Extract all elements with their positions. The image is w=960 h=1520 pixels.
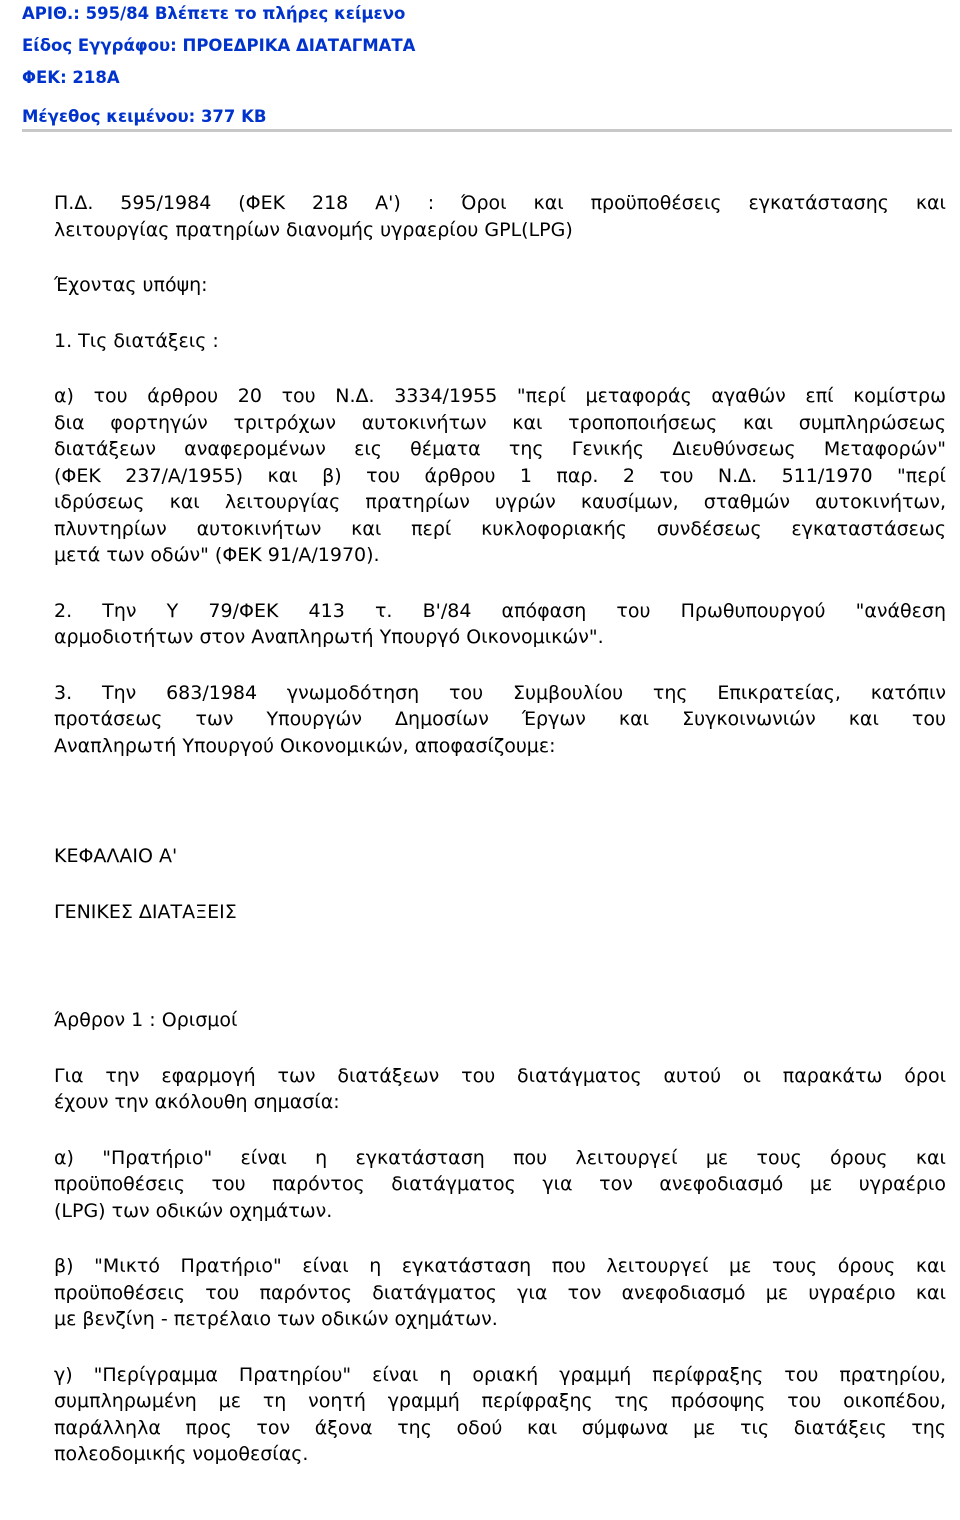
- provision-item-3: 3. Την 683/1984 γνωμοδότηση του Συμβουλίου της Επικρατείας, κατόπιν προτάσεως των Υπουργών Δημοσίων Έργων και Συγκοινωνιών και του Αναπληρωτή Υπουργού Οικονομικών, αποφασίζουμε:: [54, 681, 946, 757]
- document-body: [54, 190, 946, 1468]
- document-type: Είδος Εγγράφου: ΠΡΟΕΔΡΙΚΑ ΔΙΑΤΑΓΜΑΤΑ: [22, 36, 416, 55]
- document-header: [22, 0, 952, 133]
- provision-item-2: 2. Την Υ 79/ΦΕΚ 413 τ. Β'/84 απόφαση του Πρωθυπουργού "ανάθεση αρμοδιοτήτων στον Αναπληρωτή Υπουργό Οικονομικών".: [54, 599, 946, 648]
- gazette-issue: ΦΕΚ: 218Α: [22, 68, 120, 87]
- chapter-title: ΓΕΝΙΚΕΣ ΔΙΑΤΑΞΕΙΣ: [54, 900, 237, 923]
- article-intro: Για την εφαρμογή των διατάξεων του διατάγματος αυτού οι παρακάτω όροι έχουν την ακόλουθη σημασία:: [54, 1064, 946, 1113]
- article-heading: Άρθρον 1 : Ορισμοί: [54, 1009, 238, 1031]
- text-size: Μέγεθος κειμένου: 377 KB: [22, 107, 267, 126]
- definition-a: α) "Πρατήριο" είναι η εγκατάσταση που λειτουργεί με τους όρους και προϋποθέσεις του παρόντος διατάγματος για τον ανεφοδιασμό με υγραέριο (LPG) των οδικών οχημάτων.: [54, 1146, 946, 1222]
- provision-item-1: 1. Τις διατάξεις :: [54, 329, 219, 352]
- considering-heading: Έχοντας υπόψη:: [54, 274, 208, 296]
- decree-title: Π.Δ. 595/1984 (ΦΕΚ 218 Α') : Όροι και προϋποθέσεις εγκατάστασης και λειτουργίας πρατηρίων διανομής υγραερίου GPL(LPG): [54, 192, 946, 241]
- definition-b: β) "Μικτό Πρατήριο" είναι η εγκατάσταση που λειτουργεί με τους όρους και προϋποθέσεις του παρόντος διατάγματος για τον ανεφοδιασμό με υγραέριο και με βενζίνη - πετρέλαιο των οδικών οχημάτων.: [54, 1255, 946, 1330]
- chapter-heading: ΚΕΦΑΛΑΙΟ Α': [54, 845, 178, 867]
- header-divider: [22, 129, 952, 132]
- definition-c: γ) "Περίγραμμα Πρατηρίου" είναι η οριακή γραμμή περίφραξης του πρατηρίου, συμπληρωμένη με τη νοητή γραμμή περίφραξης της πρόσοψης του οικοπέδου, παράλληλα προς τον άξονα της οδού και σύμφωνα με τις διατάξεις της πολεοδομικής νομοθεσίας.: [54, 1363, 946, 1465]
- document-number-link[interactable]: ΑΡΙΘ.: 595/84 Βλέπετε το πλήρες κείμενο: [22, 4, 406, 23]
- provision-item-1a: α) του άρθρου 20 του Ν.Δ. 3334/1955 "περί μεταφοράς αγαθών επί κομίστρω δια φορτηγών τριτρόχων αυτοκινήτων και τροποποιήσεως και συμπληρώσεως διατάξεων αναφερομένων εις θέματα της Γενικής Διευθύνσεως Μεταφορών" (ΦΕΚ 237/Α/1955) και β) του άρθρου 1 παρ. 2 του Ν.Δ. 511/1970 "περί ιδρύσεως και λειτουργίας πρατηρίων υγρών καυσίμων, σταθμών αυτοκινήτων, πλυντηρίων αυτοκινήτων και περί κυκλοφοριακής συνδέσεως εγκαταστάσεως μετά των οδών" (ΦΕΚ 91/Α/1970).: [54, 385, 946, 566]
